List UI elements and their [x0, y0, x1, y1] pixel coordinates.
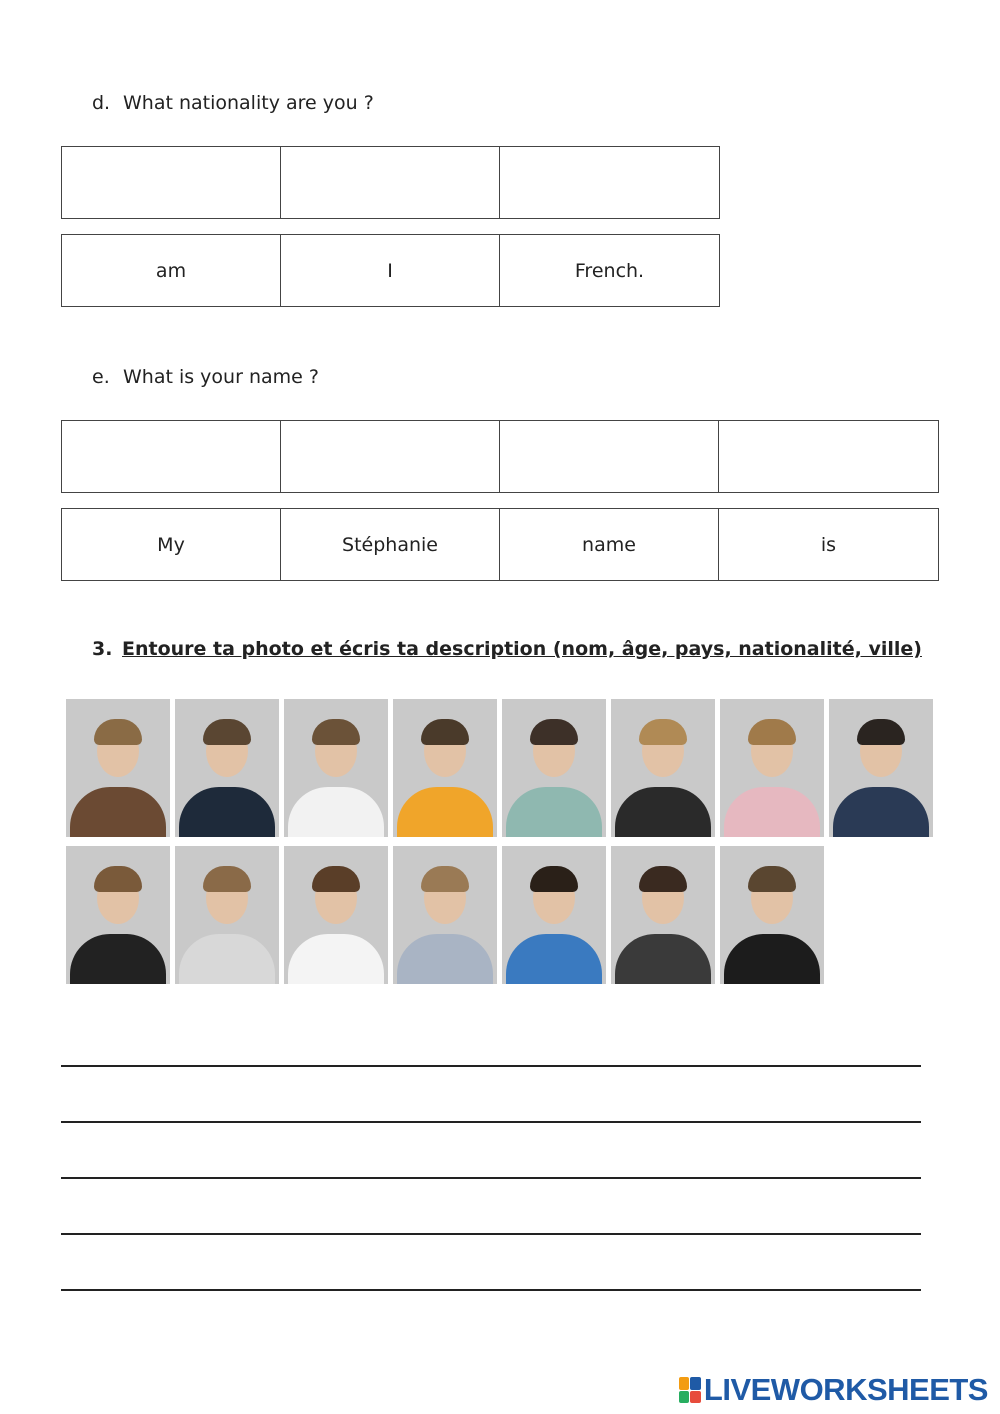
photo-body: [288, 934, 384, 984]
word-tile-e-1[interactable]: My: [62, 509, 281, 580]
question-e: [92, 366, 319, 388]
photo-body: [397, 934, 493, 984]
photo-hair: [203, 719, 251, 745]
word-grid-d: [61, 234, 720, 307]
photo-hair: [530, 866, 578, 892]
student-photo[interactable]: [611, 846, 715, 984]
word-tile-d-1[interactable]: am: [62, 235, 281, 306]
writing-line[interactable]: [61, 1289, 921, 1291]
photo-body: [833, 787, 929, 837]
photo-hair: [857, 719, 905, 745]
photo-body: [615, 787, 711, 837]
student-photo[interactable]: [502, 699, 606, 837]
answer-cell-d-3[interactable]: [500, 147, 719, 218]
photo-hair: [203, 866, 251, 892]
student-photo[interactable]: [829, 699, 933, 837]
answer-cell-e-3[interactable]: [500, 421, 719, 492]
word-tile-d-3[interactable]: French.: [574, 259, 645, 282]
photo-body: [397, 787, 493, 837]
student-photo[interactable]: [175, 846, 279, 984]
photo-body: [724, 787, 820, 837]
photo-hair: [421, 719, 469, 745]
answer-cell-e-1[interactable]: [62, 421, 281, 492]
photo-body: [70, 787, 166, 837]
writing-line[interactable]: [61, 1177, 921, 1179]
photo-body: [179, 934, 275, 984]
photo-body: [506, 787, 602, 837]
section-3-instruction: Entoure ta photo et écris ta description (nom, âge, pays, nationalité, ville): [122, 638, 922, 660]
student-photo[interactable]: [720, 846, 824, 984]
question-e-letter: e.: [92, 366, 110, 388]
word-tile-e-2[interactable]: Stéphanie: [281, 509, 500, 580]
answer-cell-d-2[interactable]: [281, 147, 500, 218]
student-photo[interactable]: [175, 699, 279, 837]
answer-grid-e: [61, 420, 939, 493]
answer-cell-e-2[interactable]: [281, 421, 500, 492]
question-d: [92, 92, 374, 114]
word-grid-e: [61, 508, 939, 581]
photo-hair: [312, 719, 360, 745]
word-tile-e-4[interactable]: is: [820, 533, 837, 556]
student-photo[interactable]: [66, 699, 170, 837]
liveworksheets-logo-mark-icon: [679, 1377, 701, 1403]
section-3-number: 3.: [92, 638, 113, 660]
photo-body: [179, 787, 275, 837]
section-3-heading: [92, 638, 922, 660]
photo-hair: [639, 866, 687, 892]
photo-hair: [639, 719, 687, 745]
answer-cell-d-1[interactable]: [62, 147, 281, 218]
photo-hair: [748, 866, 796, 892]
photo-hair: [312, 866, 360, 892]
photo-body: [288, 787, 384, 837]
photo-body: [506, 934, 602, 984]
question-d-letter: d.: [92, 92, 111, 114]
writing-line[interactable]: [61, 1065, 921, 1067]
student-photo[interactable]: [284, 846, 388, 984]
word-tile-e-3[interactable]: name: [500, 509, 719, 580]
question-e-text: What is your name ?: [123, 366, 319, 388]
student-photo[interactable]: [66, 846, 170, 984]
writing-line[interactable]: [61, 1233, 921, 1235]
student-photo[interactable]: [502, 846, 606, 984]
student-photo[interactable]: [393, 846, 497, 984]
writing-line[interactable]: [61, 1121, 921, 1123]
student-photo[interactable]: [611, 699, 715, 837]
photo-body: [724, 934, 820, 984]
photo-hair: [421, 866, 469, 892]
liveworksheets-logo: [679, 1372, 988, 1408]
question-d-text: What nationality are you ?: [123, 92, 374, 114]
answer-cell-e-4[interactable]: [719, 421, 938, 492]
photo-hair: [94, 866, 142, 892]
photo-body: [615, 934, 711, 984]
student-photo[interactable]: [284, 699, 388, 837]
photo-hair: [530, 719, 578, 745]
student-photo[interactable]: [720, 699, 824, 837]
answer-grid-d: [61, 146, 720, 219]
photo-hair: [748, 719, 796, 745]
word-tile-d-2[interactable]: I: [281, 235, 500, 306]
photo-body: [70, 934, 166, 984]
liveworksheets-logo-text: LIVEWORKSHEETS: [703, 1372, 988, 1407]
photo-hair: [94, 719, 142, 745]
student-photo[interactable]: [393, 699, 497, 837]
